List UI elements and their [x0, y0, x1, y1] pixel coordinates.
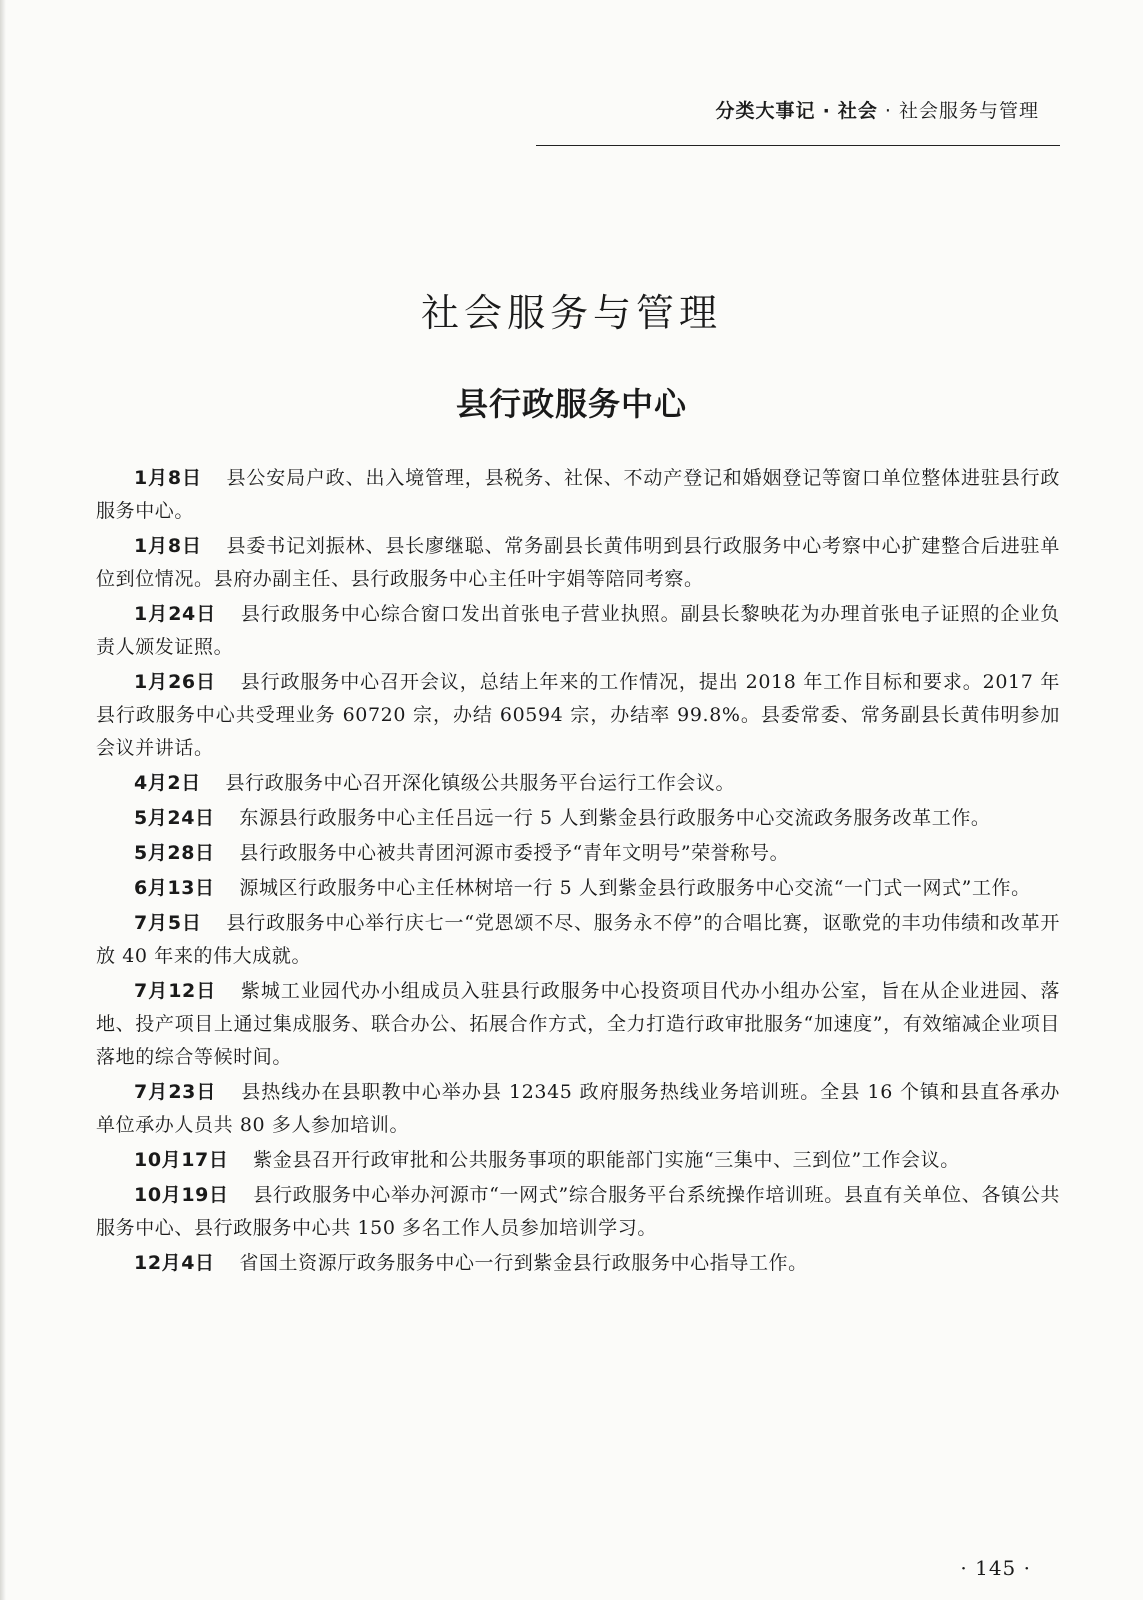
header-section: 社会服务与管理	[898, 100, 1039, 122]
entry-text: 紫城工业园代办小组成员入驻县行政服务中心投资项目代办小组办公室，旨在从企业进园、落地、投产项目上通过集成服务、联合办公、拓展合作方式，全力打造行政审批服务“加速度”，有效缩减企业项目落地的综合等候时间。	[96, 980, 1060, 1068]
header-category: 分类大事记	[715, 100, 816, 122]
entry-date: 5月28日	[134, 842, 215, 864]
entry-date: 5月24日	[134, 807, 215, 829]
entry-date: 10月19日	[134, 1184, 229, 1206]
running-header	[716, 96, 1040, 123]
entry-date: 7月12日	[134, 980, 217, 1002]
header-subcategory: 社会	[837, 100, 878, 122]
entry	[96, 1144, 1060, 1177]
entry-date: 1月26日	[134, 671, 216, 693]
entry-text: 紫金县召开行政审批和公共服务事项的职能部门实施“三集中、三到位”工作会议。	[253, 1149, 960, 1171]
header-separator: ·	[884, 100, 892, 122]
entry	[96, 1179, 1060, 1245]
entry-text: 县行政服务中心被共青团河源市委授予“青年文明号”荣誉称号。	[239, 842, 790, 864]
entry-text: 县行政服务中心召开深化镇级公共服务平台运行工作会议。	[225, 772, 736, 794]
entry-text: 县热线办在县职教中心举办县 12345 政府服务热线业务培训班。全县 16 个镇和县直各承办单位承办人员共 80 多人参加培训。	[96, 1081, 1060, 1136]
entry	[96, 802, 1060, 835]
entry-date: 7月23日	[134, 1081, 217, 1103]
entry-date: 10月17日	[134, 1149, 229, 1171]
entry-text: 省国土资源厅政务服务中心一行到紫金县行政服务中心指导工作。	[239, 1252, 808, 1274]
chapter-title: 社会服务与管理	[420, 291, 722, 335]
entry	[96, 530, 1060, 596]
entry-text: 县行政服务中心举办河源市“一网式”综合服务平台系统操作培训班。县直有关单位、各镇公共服务中心、县行政服务中心共 150 多名工作人员参加培训学习。	[96, 1184, 1060, 1239]
section-title: 县行政服务中心	[455, 385, 687, 423]
page-edge	[0, 0, 6, 1600]
entry	[96, 837, 1060, 870]
entry-text: 县公安局户政、出入境管理，县税务、社保、不动产登记和婚姻登记等窗口单位整体进驻县行政服务中心。	[96, 467, 1060, 522]
entry	[96, 975, 1060, 1074]
entry-date: 1月24日	[134, 603, 217, 625]
entry-text: 县行政服务中心举行庆七一“党恩颂不尽、服务永不停”的合唱比赛，讴歌党的丰功伟绩和改革开放 40 年来的伟大成就。	[96, 912, 1060, 967]
entry-date: 6月13日	[134, 877, 215, 899]
entry	[96, 598, 1060, 664]
entry-text: 东源县行政服务中心主任吕远一行 5 人到紫金县行政服务中心交流政务服务改革工作。	[239, 807, 991, 829]
entry	[96, 767, 1060, 800]
entry	[96, 1247, 1060, 1280]
page-number: · 145 ·	[960, 1556, 1031, 1580]
entry	[96, 666, 1060, 765]
entry-date: 12月4日	[134, 1252, 215, 1274]
entry-date: 4月2日	[134, 772, 201, 794]
entry-text: 源城区行政服务中心主任林树培一行 5 人到紫金县行政服务中心交流“一门式一网式”工作。	[239, 877, 1031, 899]
entry-text: 县行政服务中心召开会议，总结上年来的工作情况，提出 2018 年工作目标和要求。2017 年县行政服务中心共受理业务 60720 宗，办结 60594 宗，办结率 99.8%。县委常委、常务副县长黄伟明参加会议并讲话。	[96, 671, 1060, 759]
entry	[96, 872, 1060, 905]
entry-date: 1月8日	[134, 535, 202, 557]
header-rule	[536, 145, 1060, 146]
entry-list	[96, 462, 1060, 1282]
entry-date: 7月5日	[134, 912, 202, 934]
entry	[96, 907, 1060, 973]
entry-text: 县委书记刘振林、县长廖继聪、常务副县长黄伟明到县行政服务中心考察中心扩建整合后进驻单位到位情况。县府办副主任、县行政服务中心主任叶宇娟等陪同考察。	[96, 535, 1060, 590]
header-separator: ·	[822, 100, 831, 122]
entry-date: 1月8日	[134, 467, 202, 489]
entry	[96, 462, 1060, 528]
entry	[96, 1076, 1060, 1142]
entry-text: 县行政服务中心综合窗口发出首张电子营业执照。副县长黎映花为办理首张电子证照的企业负责人颁发证照。	[96, 603, 1060, 658]
